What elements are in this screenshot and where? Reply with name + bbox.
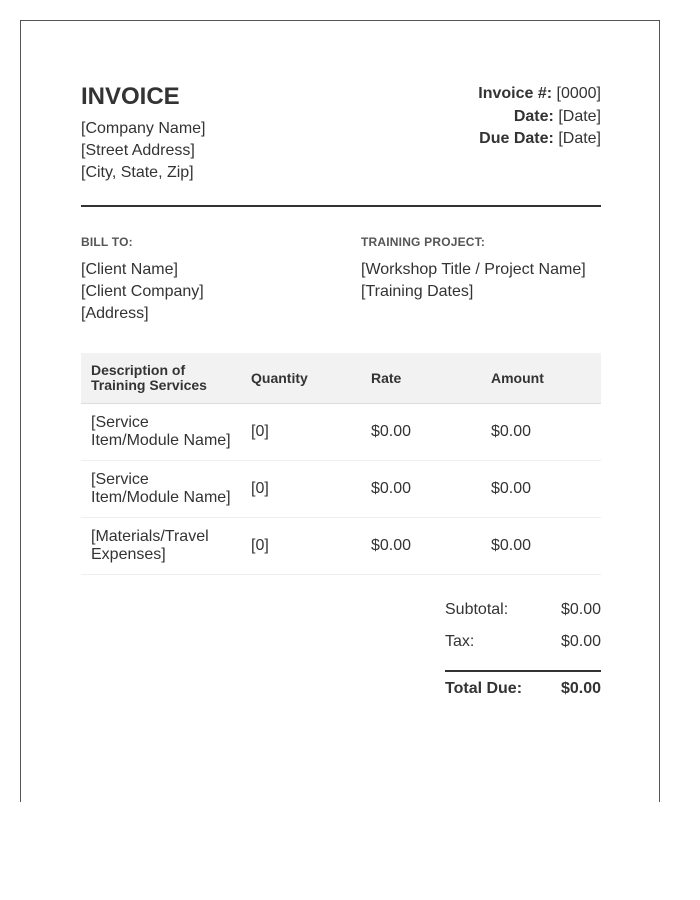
subtotal-value: $0.00: [560, 601, 601, 618]
total-due-row: [445, 680, 601, 704]
invoice-title: INVOICE: [81, 83, 180, 110]
tax-label: Tax:: [445, 633, 475, 650]
row-amount: $0.00: [481, 461, 601, 518]
bill-to-label: BILL TO:: [81, 235, 133, 249]
tax-row: [445, 631, 601, 663]
row-quantity: [0]: [241, 518, 361, 575]
invoice-due-value: [Date]: [558, 130, 601, 147]
invoice-meta: [478, 83, 601, 151]
company-info: [81, 118, 206, 184]
project-dates: [Training Dates]: [361, 283, 474, 300]
row-rate: $0.00: [361, 404, 481, 461]
column-header-amount: Amount: [481, 353, 601, 404]
invoice-header: [81, 83, 601, 207]
row-amount: $0.00: [481, 518, 601, 575]
invoice-date-label: Date:: [513, 107, 554, 125]
training-project-label: TRAINING PROJECT:: [361, 235, 486, 249]
row-description: [Service Item/Module Name]: [81, 461, 241, 518]
training-project-section: [361, 235, 601, 303]
column-header-quantity: Quantity: [241, 353, 361, 404]
training-project-details: [361, 259, 601, 303]
table-row: [81, 404, 601, 461]
table-row: [81, 461, 601, 518]
invoice-due-label: Due Date:: [479, 130, 554, 147]
company-street: [Street Address]: [81, 142, 195, 159]
invoice-date-value: [Date]: [558, 107, 601, 125]
totals-section: [445, 599, 601, 697]
total-due-label: Total Due:: [445, 680, 523, 697]
company-name: [Company Name]: [81, 120, 206, 137]
row-quantity: [0]: [241, 461, 361, 518]
tax-value: $0.00: [560, 633, 601, 650]
total-due-value: $0.00: [560, 680, 601, 697]
invoice-due-line: [478, 128, 601, 151]
table-header-row: [81, 353, 601, 404]
invoice-number-value: [0000]: [556, 85, 601, 102]
client-company: [Client Company]: [81, 283, 204, 300]
row-description: [Service Item/Module Name]: [81, 404, 241, 461]
services-table: [81, 353, 601, 575]
project-title: [Workshop Title / Project Name]: [361, 261, 586, 278]
bill-to-section: [81, 235, 341, 325]
row-amount: $0.00: [481, 404, 601, 461]
subtotal-label: Subtotal:: [445, 601, 509, 618]
bill-to-details: [81, 259, 341, 325]
invoice-number-line: [478, 83, 601, 106]
column-header-rate: Rate: [361, 353, 481, 404]
row-rate: $0.00: [361, 461, 481, 518]
subtotal-row: [445, 599, 601, 631]
row-description: [Materials/Travel Expenses]: [81, 518, 241, 575]
client-address: [Address]: [81, 305, 149, 322]
row-rate: $0.00: [361, 518, 481, 575]
totals-divider: [445, 670, 601, 672]
company-city: [City, State, Zip]: [81, 164, 194, 181]
invoice-number-label: Invoice #:: [478, 85, 553, 102]
invoice-sheet: [20, 20, 660, 802]
invoice-date-line: [478, 106, 601, 129]
table-row: [81, 518, 601, 575]
column-header-description: Description of Training Services: [81, 353, 241, 404]
row-quantity: [0]: [241, 404, 361, 461]
client-name: [Client Name]: [81, 261, 178, 278]
